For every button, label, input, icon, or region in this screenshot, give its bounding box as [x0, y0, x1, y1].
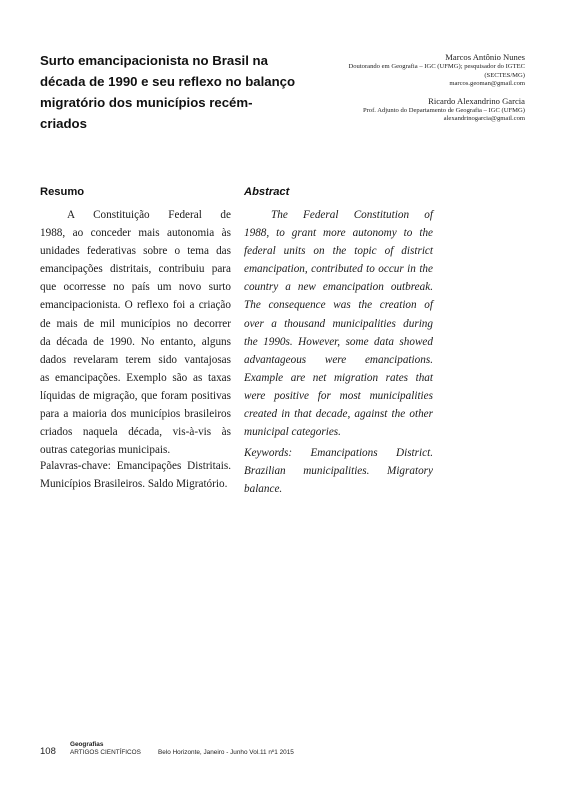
- author-block: [275, 52, 525, 124]
- text-line: over a thousand municipalities during: [244, 317, 433, 330]
- text-line: líquidas de migração, que foram positivas: [40, 389, 231, 402]
- text-line: Example are net migration rates that: [244, 371, 433, 384]
- author-affiliation: (SECTES/MG): [484, 71, 525, 79]
- text-line: The Federal Constitution of: [271, 209, 433, 221]
- issue-info: Belo Horizonte, Janeiro - Junho Vol.11 nº1 2015: [158, 749, 294, 756]
- text-line: federal units on the topic of district: [244, 245, 433, 258]
- text-line: 1988, ao conceder mais autonomia às: [40, 227, 231, 240]
- abstract-heading: Abstract: [244, 186, 290, 198]
- keywords-line: Brazilian municipalities. Migratory: [244, 465, 433, 478]
- text-line: were positive for most municipalities: [244, 389, 433, 402]
- text-line: municipal categories.: [244, 426, 341, 439]
- keywords-line: Keywords: Emancipations District.: [244, 447, 433, 459]
- author-affiliation: Doutorando em Geografia – IGC (UFMG); pesquisador do IGTEC: [348, 63, 525, 70]
- text-line: The consequence was the creation of: [244, 299, 433, 312]
- text-line: unidades federativas sobre o tema das: [40, 245, 231, 258]
- text-line: the 1990s. However, some data showed: [244, 335, 433, 348]
- title-line: década de 1990 e seu reflexo no balanço: [40, 74, 296, 89]
- journal-section: ARTIGOS CIENTÍFICOS: [70, 749, 141, 756]
- text-line: emancipações distritais, contribuiu para: [40, 263, 231, 276]
- title-line: criados: [40, 116, 87, 131]
- journal-name: Geografias: [70, 741, 104, 748]
- text-line: dados revelaram terem sido vantajosas: [40, 353, 231, 366]
- author-name: Marcos Antônio Nunes: [445, 52, 525, 62]
- resumo-keywords: [40, 457, 231, 493]
- author-name: Ricardo Alexandrino Garcia: [428, 95, 525, 106]
- keywords-line: Palavras-chave: Emancipações Distritais.: [40, 460, 231, 472]
- text-line: da década de 1990. No entanto, alguns: [40, 335, 231, 348]
- abstract-body: [244, 206, 433, 441]
- text-line: emancipacionista. O reflexo foi a criação: [40, 299, 231, 312]
- text-line: 1988, to grant more autonomy to the: [244, 227, 433, 240]
- journal-label: [70, 741, 141, 757]
- resumo-heading: Resumo: [40, 186, 85, 198]
- text-line: emancipation, contributed to occur in the: [244, 263, 433, 276]
- keywords-line: Municípios Brasileiros. Saldo Migratório.: [40, 478, 228, 491]
- text-line: advantageous were emancipations.: [244, 353, 433, 366]
- abstract-keywords: [244, 444, 433, 498]
- text-line: que ocorresse no país um novo surto: [40, 281, 231, 294]
- title-line: Surto emancipacionista no Brasil na: [40, 53, 268, 68]
- text-line: outras categorias municipais.: [40, 444, 171, 457]
- keywords-line: balance.: [244, 483, 283, 496]
- article-title: [40, 50, 295, 134]
- author-affiliation: Prof. Adjunto do Departamento de Geografia – IGC (UFMG): [362, 106, 525, 114]
- text-line: created in that decade, against the other: [244, 408, 433, 421]
- page-number: 108: [40, 746, 56, 757]
- text-line: de mais de mil municípios no decorrer: [40, 317, 231, 330]
- title-line: migratório dos municípios recém-: [40, 95, 253, 110]
- resumo-body: [40, 206, 231, 459]
- author-email: marcos.geoman@gmail.com: [449, 80, 525, 88]
- author-email: alexandrinogarcia@gmail.com: [443, 115, 525, 123]
- text-line: country a new emancipation outbreak.: [244, 281, 433, 294]
- text-line: criados naquela década, vis-à-vis às: [40, 426, 231, 439]
- text-line: para a maioria dos municípios brasileiros: [40, 408, 231, 421]
- text-line: as emancipações. Exemplo são as taxas: [40, 371, 231, 384]
- text-line: A Constituição Federal de: [67, 209, 231, 221]
